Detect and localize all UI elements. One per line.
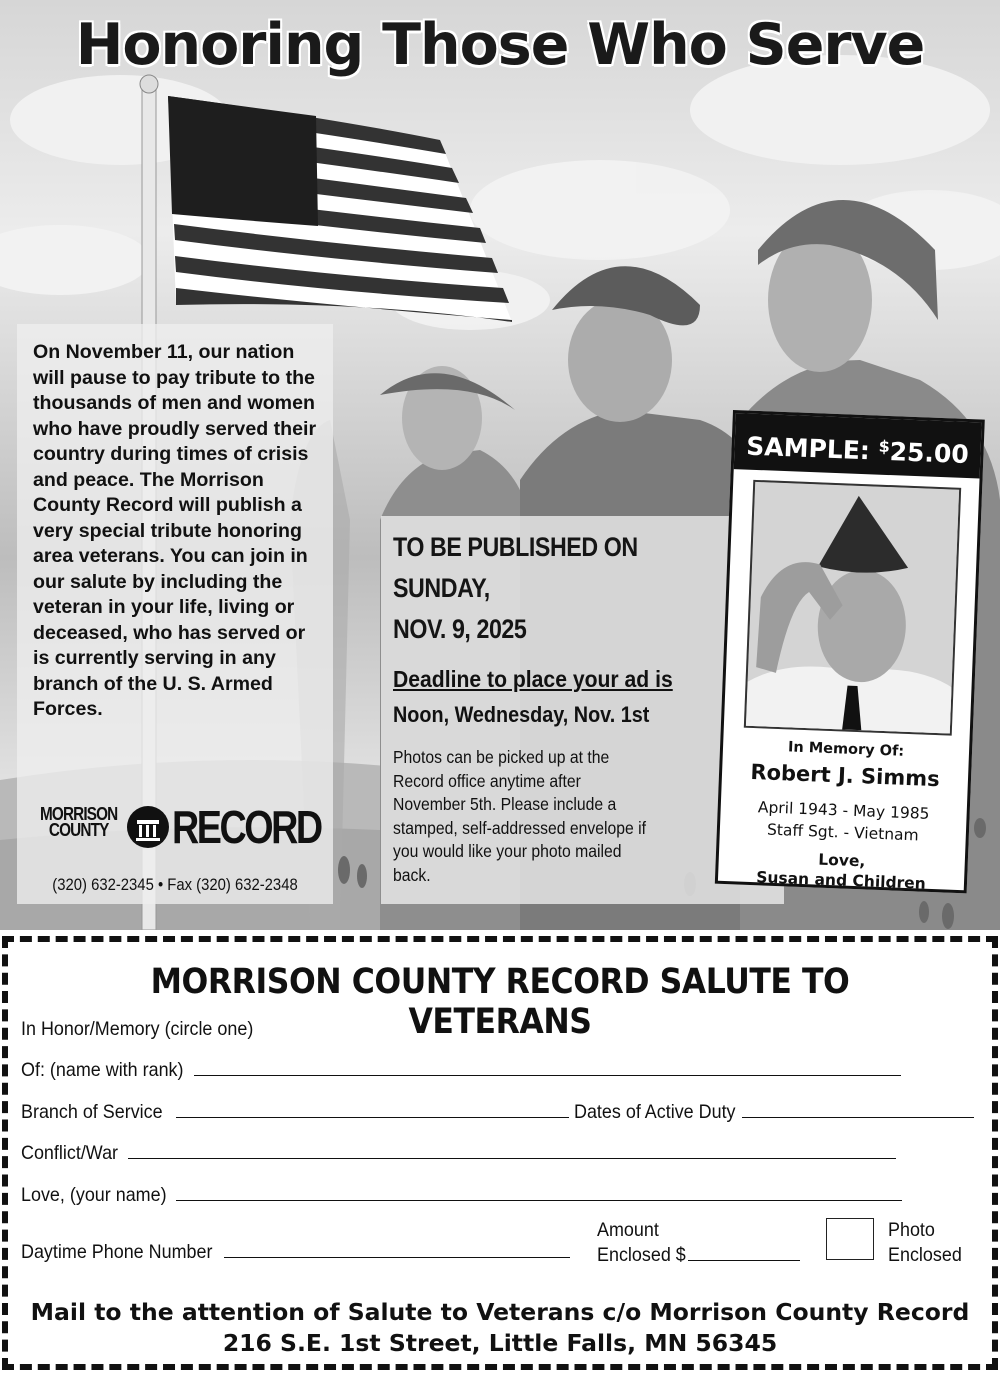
name-rank-label: Of: (name with rank)	[21, 1059, 184, 1081]
in-memory-label: In Memory Of:	[787, 739, 905, 760]
deadline-time: Noon, Wednesday, Nov. 1st	[393, 702, 650, 727]
active-duty-label: Dates of Active Duty	[574, 1101, 736, 1123]
love-from: Susan and Children	[755, 868, 927, 893]
phone-line[interactable]	[224, 1256, 570, 1258]
love-name-label: Love, (your name)	[21, 1184, 167, 1206]
photo-enclosed-label: Enclosed	[888, 1244, 962, 1266]
saluting-veteran-icon	[746, 482, 961, 736]
publish-date: NOV. 9, 2025	[393, 614, 527, 644]
order-coupon-form	[2, 936, 998, 1370]
deadline-label: Deadline to place your ad is	[393, 666, 673, 692]
conflict-label: Conflict/War	[21, 1142, 119, 1164]
page-title: Honoring Those Who Serve	[75, 12, 925, 78]
branch-label: Branch of Service	[21, 1101, 163, 1123]
form-title: MORRISON COUNTY RECORD SALUTE TO VETERANS	[150, 962, 850, 1042]
amount-enclosed-label: Enclosed $	[597, 1244, 686, 1266]
morrison-county-record-logo	[22, 800, 322, 856]
intro-paragraph: On November 11, our nation will pause to pay tribute to the thousands of men and women who have proudly served their country during times of crisis and peace. The Morrison County Record will publish a very special tribute honoring area veterans. You can join in our salute by including the veteran in your life, living or deceased, who has served or is currently serving in any branch of the U. S. Armed Forces.	[33, 341, 317, 720]
sample-price-banner	[734, 413, 982, 478]
logo-line-county: COUNTY	[48, 820, 109, 840]
contact-numbers: (320) 632-2345 • Fax (320) 632-2348	[52, 876, 298, 894]
publish-heading-line2: SUNDAY,	[393, 573, 490, 603]
logo-left-text	[40, 806, 117, 838]
love-name-line[interactable]	[176, 1199, 902, 1201]
love-label: Love,	[817, 850, 866, 871]
veteran-name: Robert J. Simms	[750, 759, 941, 792]
logo-line-morrison: MORRISON	[40, 804, 118, 824]
amount-line[interactable]	[688, 1259, 800, 1261]
logo-record-text: RECORD	[172, 801, 321, 853]
sample-ad-card	[715, 410, 985, 893]
amount-label: Amount	[597, 1219, 659, 1241]
mail-address: 216 S.E. 1st Street, Little Falls, MN 56345	[222, 1329, 778, 1357]
phone-label: Daytime Phone Number	[21, 1241, 213, 1263]
service-dates: April 1943 - May 1985	[757, 798, 930, 823]
photos-note: Photos can be picked up at the Record office anytime after November 5th. Please include a stamped, self-addressed envelope if you would like your photo mailed back.	[393, 747, 647, 885]
courthouse-icon	[126, 805, 170, 849]
sample-price: 25.00	[889, 437, 970, 470]
name-rank-line[interactable]	[194, 1074, 901, 1076]
mail-instructions: Mail to the attention of Salute to Veterans c/o Morrison County Record	[30, 1298, 970, 1326]
conflict-line[interactable]	[128, 1157, 896, 1159]
honor-memory-field[interactable]: In Honor/Memory (circle one)	[21, 1018, 254, 1040]
branch-line[interactable]	[176, 1116, 569, 1118]
photo-label: Photo	[888, 1219, 935, 1241]
american-flag-icon	[168, 96, 512, 322]
veteran-salute-photo	[744, 480, 961, 736]
publish-heading-line1: TO BE PUBLISHED ON	[393, 532, 638, 562]
photo-enclosed-checkbox[interactable]	[826, 1218, 874, 1260]
active-duty-line[interactable]	[742, 1116, 974, 1118]
currency-symbol: $	[878, 436, 891, 457]
sample-label: SAMPLE:	[745, 431, 880, 466]
rank-conflict: Staff Sgt. - Vietnam	[766, 820, 920, 845]
